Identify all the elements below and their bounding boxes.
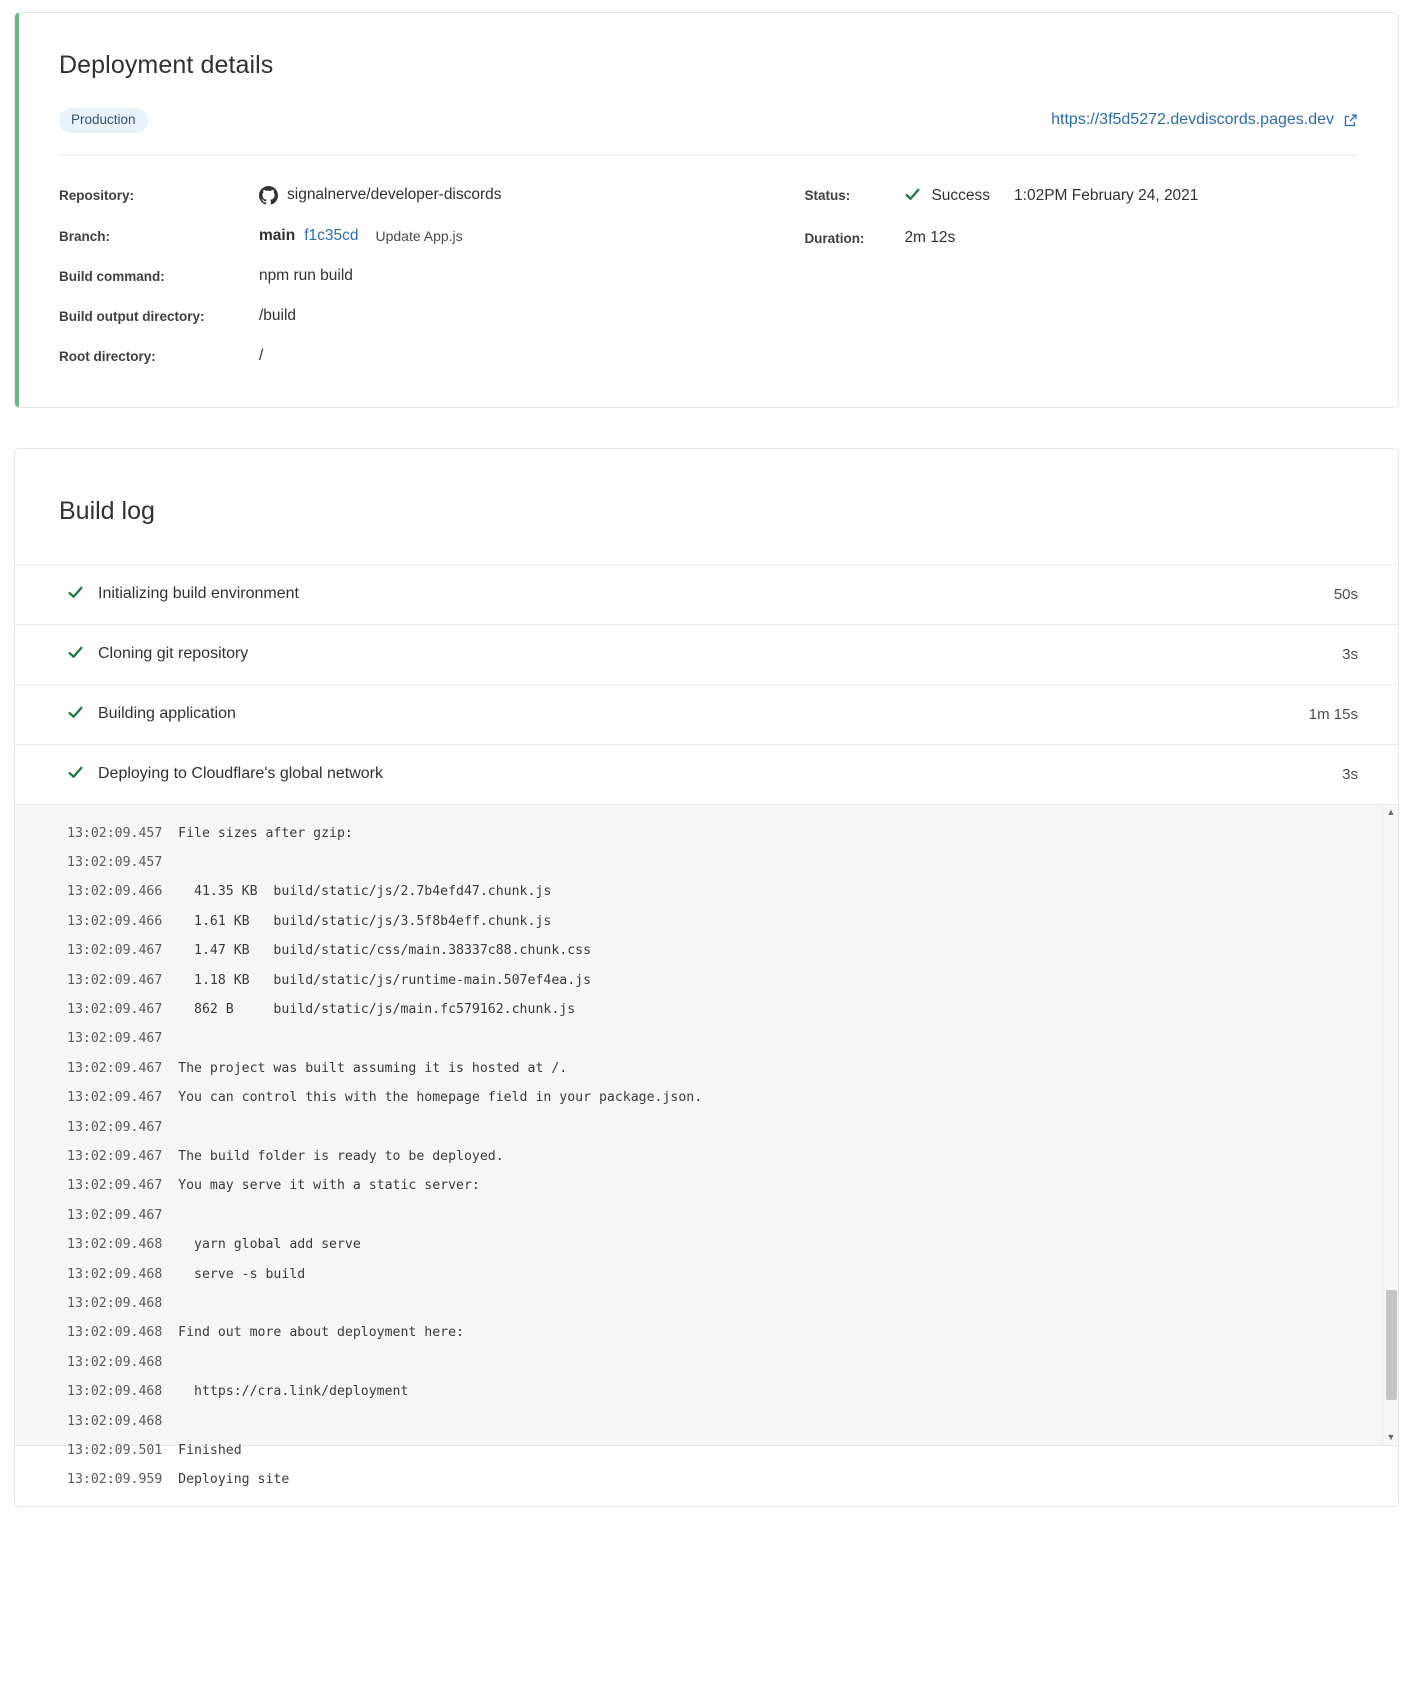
log-line: 13:02:09.468 https://cra.link/deployment	[67, 1384, 409, 1400]
field-duration	[804, 229, 1358, 247]
build-log-card	[14, 448, 1399, 1507]
deployment-fields-grid	[59, 156, 1358, 365]
deployment-fields-right	[786, 186, 1358, 365]
log-line: 13:02:09.467 You may serve it with a static server:	[67, 1178, 480, 1194]
check-icon	[67, 704, 84, 725]
external-link-icon	[1343, 113, 1358, 128]
build-step-duration: 3s	[1342, 645, 1358, 663]
scrollbar-thumb[interactable]	[1386, 1290, 1397, 1400]
build-step-left	[67, 704, 236, 725]
deployment-details-card	[14, 12, 1399, 408]
commit-hash-link[interactable]: f1c35cd	[304, 226, 359, 244]
field-build-output-directory	[59, 307, 786, 325]
build-output-value: /build	[259, 306, 297, 324]
field-build-command	[59, 267, 786, 285]
deployment-url-text: https://3f5d5272.devdiscords.pages.dev	[1051, 111, 1334, 129]
log-timestamp: 13:02:09.501	[67, 1443, 163, 1459]
repository-value	[259, 186, 502, 205]
log-line	[67, 1201, 1358, 1230]
scroll-down-icon[interactable]: ▼	[1386, 1432, 1396, 1442]
environment-badge: Production	[59, 108, 148, 133]
duration-value: 2m 12s	[904, 228, 956, 246]
build-step-duration: 50s	[1333, 585, 1358, 603]
field-status	[804, 186, 1358, 207]
log-timestamp: 13:02:09.466	[67, 913, 163, 929]
log-line	[67, 1289, 1358, 1318]
repository-label: Repository:	[59, 187, 135, 203]
log-line	[67, 1113, 1358, 1142]
log-line: 13:02:09.468 yarn global add serve	[67, 1237, 361, 1253]
log-line: 13:02:09.501 Finished	[67, 1443, 242, 1459]
build-step-label: Initializing build environment	[98, 585, 299, 602]
build-log-output[interactable]	[15, 804, 1398, 1488]
scroll-up-icon[interactable]: ▲	[1386, 807, 1396, 817]
field-root-directory	[59, 347, 786, 365]
log-line: 13:02:09.457 File sizes after gzip:	[67, 825, 353, 841]
log-timestamp: 13:02:09.468	[67, 1413, 163, 1429]
log-timestamp: 13:02:09.467	[67, 972, 163, 988]
log-line: 13:02:09.959 Deploying site	[67, 1472, 290, 1488]
log-line: 13:02:09.466 41.35 KB build/static/js/2.7b4efd47.chunk.js	[67, 884, 552, 900]
log-timestamp: 13:02:09.467	[67, 1148, 163, 1164]
duration-label: Duration:	[804, 230, 865, 246]
root-directory-value: /	[259, 346, 264, 364]
build-command-value: npm run build	[259, 266, 353, 284]
build-step-left	[67, 644, 248, 665]
branch-label: Branch:	[59, 228, 111, 244]
build-step-label: Deploying to Cloudflare's global network	[98, 765, 383, 782]
deployment-url-link[interactable]	[1051, 111, 1358, 129]
log-line: 13:02:09.467 You can control this with the homepage field in your package.json.	[67, 1090, 703, 1106]
build-step-row[interactable]	[15, 624, 1398, 684]
log-timestamp: 13:02:09.467	[67, 1207, 163, 1223]
log-timestamp: 13:02:09.457	[67, 825, 163, 841]
status-badge	[904, 186, 1198, 207]
check-icon	[67, 644, 84, 665]
log-timestamp: 13:02:09.457	[67, 854, 163, 870]
log-timestamp: 13:02:09.468	[67, 1325, 163, 1341]
log-line	[67, 1348, 1358, 1377]
log-timestamp: 13:02:09.467	[67, 1090, 163, 1106]
log-timestamp: 13:02:09.467	[67, 1031, 163, 1047]
status-text: Success	[931, 187, 991, 204]
build-steps-list	[15, 564, 1398, 804]
log-timestamp: 13:02:09.467	[67, 943, 163, 959]
log-timestamp: 13:02:09.466	[67, 884, 163, 900]
log-line: 13:02:09.467 1.47 KB build/static/css/main.38337c88.chunk.css	[67, 943, 592, 959]
repository-name: signalnerve/developer-discords	[287, 186, 502, 203]
log-line: 13:02:09.467 862 B build/static/js/main.fc579162.chunk.js	[67, 1001, 576, 1017]
check-icon	[67, 764, 84, 785]
log-line: 13:02:09.467 The build folder is ready to be deployed.	[67, 1148, 504, 1164]
log-timestamp: 13:02:09.467	[67, 1119, 163, 1135]
log-scrollbar[interactable]	[1383, 805, 1398, 1445]
build-step-duration: 3s	[1342, 765, 1358, 783]
deployment-fields-left	[59, 186, 786, 365]
branch-name: main	[259, 226, 296, 244]
status-label: Status:	[804, 187, 851, 203]
status-timestamp: 1:02PM February 24, 2021	[1014, 187, 1199, 204]
log-line	[67, 1024, 1358, 1053]
log-line: 13:02:09.467 1.18 KB build/static/js/runtime-main.507ef4ea.js	[67, 972, 592, 988]
check-icon	[67, 584, 84, 605]
build-step-label: Building application	[98, 705, 236, 722]
root-directory-label: Root directory:	[59, 348, 156, 364]
build-step-left	[67, 764, 383, 785]
field-repository	[59, 186, 786, 205]
log-line	[67, 1407, 1358, 1436]
log-timestamp: 13:02:09.468	[67, 1384, 163, 1400]
log-timestamp: 13:02:09.468	[67, 1296, 163, 1311]
page-title: Deployment details	[59, 51, 274, 79]
build-step-left	[67, 584, 299, 605]
log-line: 13:02:09.468 serve -s build	[67, 1266, 306, 1282]
build-log-title: Build log	[59, 496, 155, 525]
log-timestamp: 13:02:09.468	[67, 1266, 163, 1282]
build-step-row[interactable]	[15, 564, 1398, 624]
log-line: 13:02:09.467 The project was built assuming it is hosted at /.	[67, 1060, 568, 1076]
log-line	[67, 848, 1358, 877]
build-output-label: Build output directory:	[59, 308, 205, 324]
github-icon	[259, 186, 278, 205]
log-timestamp: 13:02:09.467	[67, 1060, 163, 1076]
branch-value	[259, 227, 463, 245]
deployment-summary-row	[59, 108, 1358, 156]
log-timestamp: 13:02:09.467	[67, 1178, 163, 1194]
build-log-text	[15, 805, 1398, 1505]
field-branch	[59, 227, 786, 245]
log-timestamp: 13:02:09.959	[67, 1472, 163, 1488]
build-command-label: Build command:	[59, 268, 165, 284]
build-step-label: Cloning git repository	[98, 645, 249, 662]
log-timestamp: 13:02:09.468	[67, 1237, 163, 1253]
check-icon	[904, 186, 921, 207]
build-step-duration: 1m 15s	[1308, 705, 1358, 723]
log-timestamp: 13:02:09.468	[67, 1354, 163, 1370]
commit-message: Update App.js	[375, 227, 463, 244]
log-timestamp: 13:02:09.467	[67, 1001, 163, 1017]
build-step-row[interactable]	[15, 684, 1398, 744]
log-line: 13:02:09.466 1.61 KB build/static/js/3.5f8b4eff.chunk.js	[67, 913, 552, 929]
build-step-row[interactable]	[15, 744, 1398, 804]
log-line: 13:02:09.468 Find out more about deployment here:	[67, 1325, 464, 1341]
